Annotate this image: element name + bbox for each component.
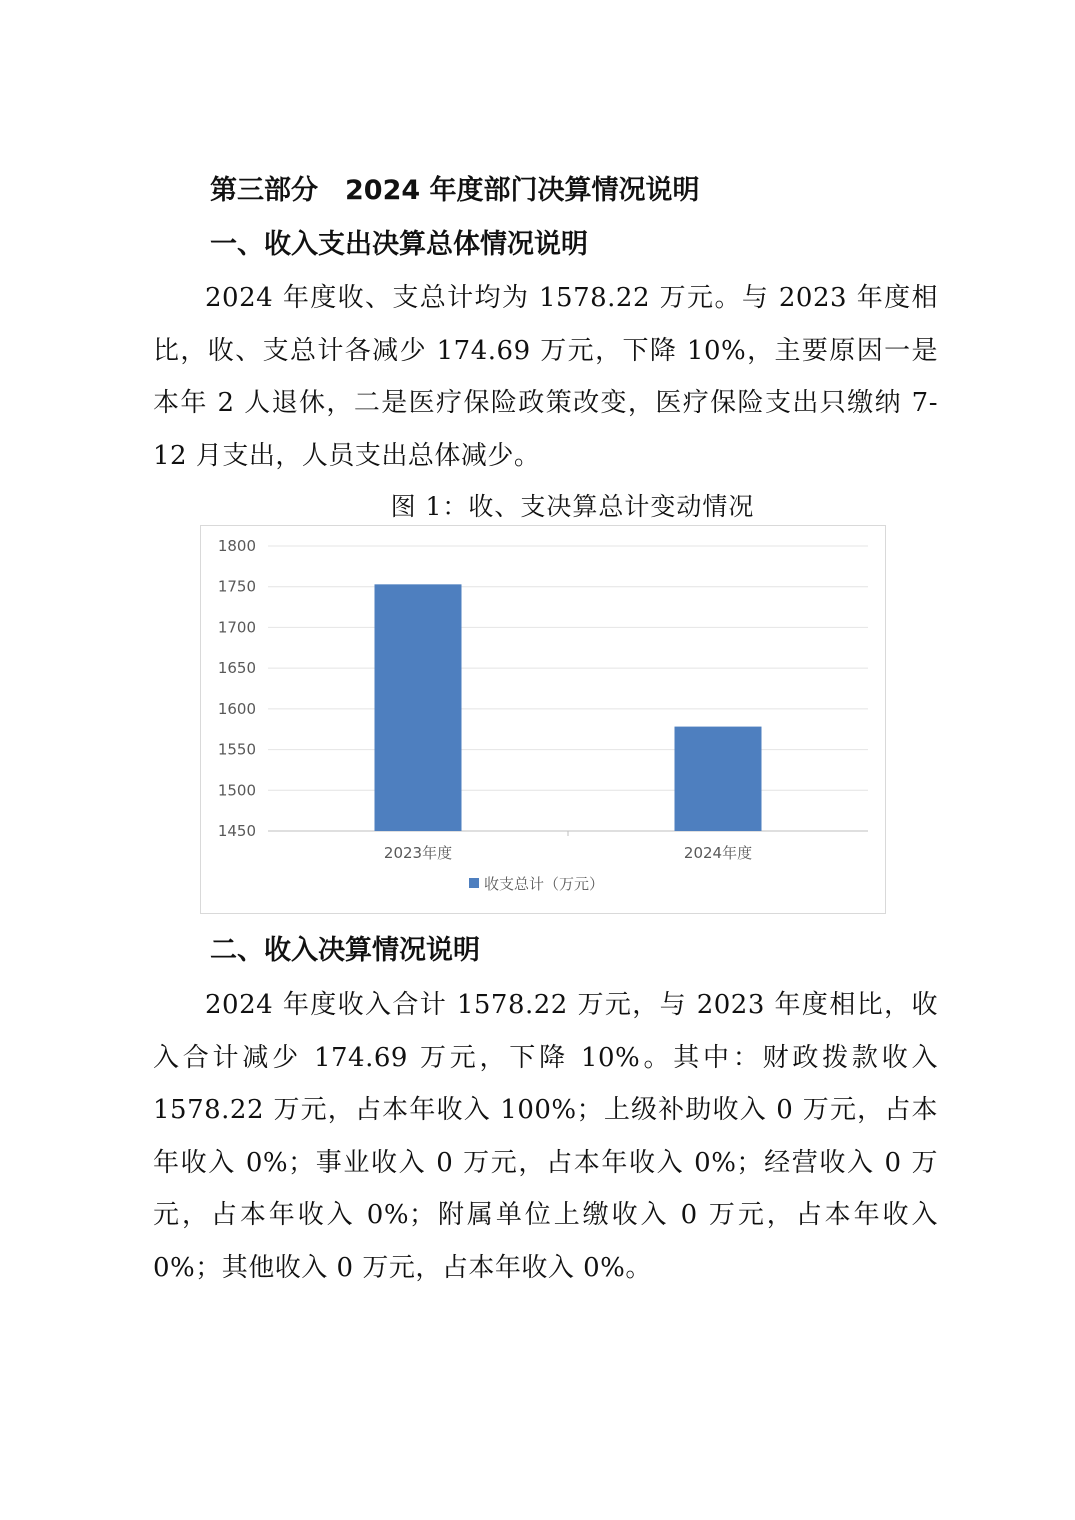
y-tick-label: 1500 [217, 781, 256, 800]
legend-swatch [469, 878, 479, 888]
bar [675, 727, 762, 831]
section2-paragraph: 2024 年度收入合计 1578.22 万元，与 2023 年度相比，收入合计减少 174.69 万元，下降 10%。其中：财政拨款收入 1578.22 万元，占本年收入 100%；上级补助收入 0 万元，占本年收入 0%；事业收入 0 万元，占本年收入 0%；经营收入 0 万元，占本年收入 0%；附属单位上缴收入 0 万元，占本年收入 0%；其他收入 0 万元，占本年收入 0%。 [153, 990, 938, 1283]
legend-label: 收支总计（万元） [484, 875, 605, 893]
chart-legend [469, 875, 604, 893]
section2-heading: 二、收入决算情况说明 [210, 935, 480, 966]
chart-axes [218, 537, 752, 862]
y-tick-label: 1800 [217, 537, 256, 555]
bar-chart [200, 525, 886, 914]
y-tick-label: 1550 [217, 740, 256, 759]
chart-svg [201, 526, 887, 915]
y-tick-label: 1450 [217, 822, 256, 840]
section1-paragraph: 2024 年度收、支总计均为 1578.22 万元。与 2023 年度相比，收、支总计各减少 174.69 万元，下降 10%，主要原因一是本年 2 人退休，二是医疗保险政策改变，医疗保险支出只缴纳 7-12 月支出，人员支出总体减少。 [153, 283, 938, 471]
x-tick-label: 2023年度 [383, 844, 453, 862]
section1-heading: 一、收入支出决算总体情况说明 [210, 229, 588, 260]
x-tick-label: 2024年度 [683, 844, 753, 862]
y-tick-label: 1700 [217, 618, 256, 637]
figure-caption: 图 1：收、支决算总计变动情况 [390, 492, 755, 521]
bar [375, 584, 462, 831]
y-tick-label: 1600 [217, 699, 256, 718]
chart-bars [375, 584, 762, 831]
y-tick-label: 1750 [217, 577, 256, 596]
chart-gridlines [268, 546, 868, 831]
y-tick-label: 1650 [217, 659, 256, 678]
part-title: 第三部分 2024 年度部门决算情况说明 [210, 175, 700, 206]
